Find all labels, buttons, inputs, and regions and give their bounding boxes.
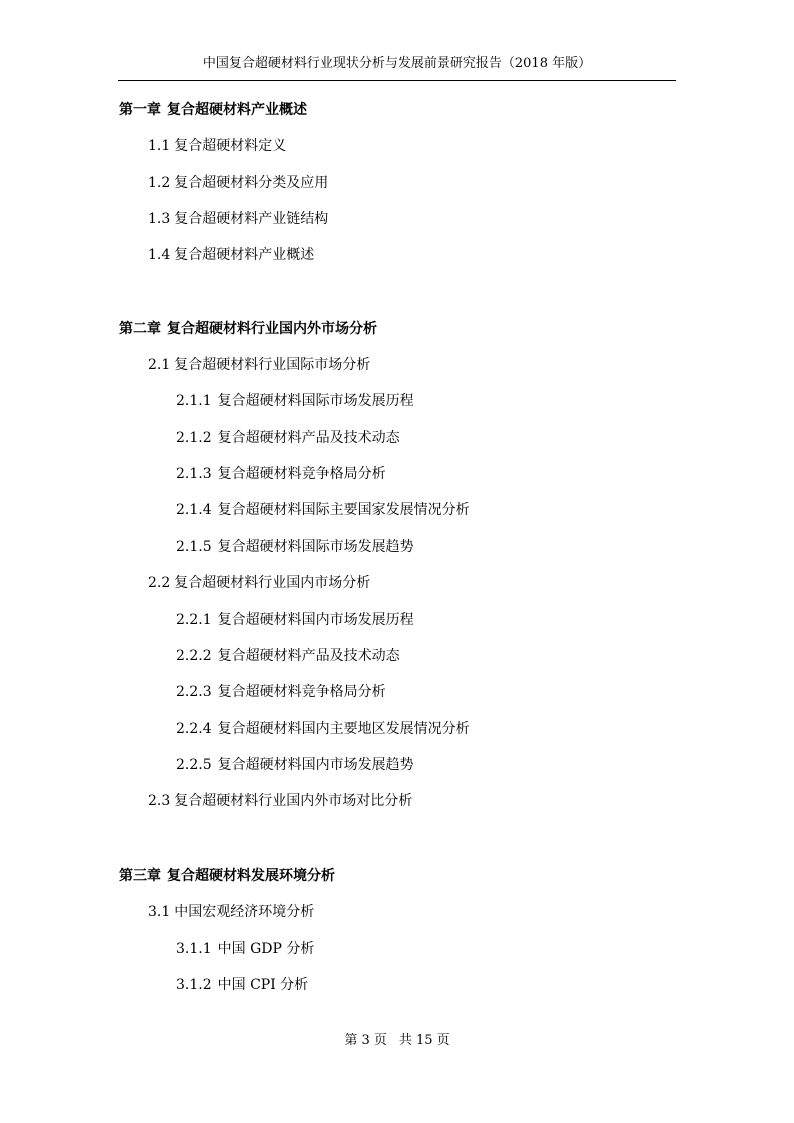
toc-number: 2.2.3 bbox=[176, 684, 212, 700]
toc-number: 2.2.5 bbox=[176, 757, 212, 773]
toc-title: 复合超硬材料国际市场发展历程 bbox=[217, 393, 414, 409]
toc-title: 复合超硬材料发展环境分析 bbox=[167, 868, 335, 884]
running-header-title: 中国复合超硬材料行业现状分析与发展前景研究报告（2018 年版） bbox=[202, 56, 592, 71]
toc-title: 复合超硬材料竞争格局分析 bbox=[217, 684, 386, 700]
toc-title: 复合超硬材料竞争格局分析 bbox=[217, 466, 386, 482]
toc-title: 复合超硬材料国际市场发展趋势 bbox=[217, 539, 414, 555]
toc-number: 2.1.2 bbox=[176, 430, 212, 446]
toc-title: 中国 CPI 分析 bbox=[217, 977, 309, 993]
toc-chapter-1 bbox=[119, 101, 307, 119]
toc-subsection-2-1-3 bbox=[176, 465, 386, 483]
toc-number: 1.1 bbox=[148, 138, 171, 154]
toc-number: 第一章 bbox=[119, 102, 161, 118]
toc-title: 复合超硬材料定义 bbox=[174, 138, 287, 154]
toc-title: 复合超硬材料行业国内外市场对比分析 bbox=[174, 793, 413, 809]
toc-title: 复合超硬材料分类及应用 bbox=[174, 175, 329, 191]
toc-section-3-1 bbox=[148, 903, 314, 921]
toc-number: 2.2 bbox=[148, 575, 171, 591]
toc-subsection-2-2-2 bbox=[176, 647, 400, 665]
toc-title: 复合超硬材料国际主要国家发展情况分析 bbox=[217, 502, 470, 518]
toc-section-2-2 bbox=[148, 574, 370, 592]
toc-section-1-4 bbox=[148, 246, 314, 264]
toc-number: 3.1.1 bbox=[176, 941, 212, 957]
toc-title: 中国宏观经济环境分析 bbox=[174, 904, 315, 920]
toc-title: 复合超硬材料国内主要地区发展情况分析 bbox=[217, 721, 470, 737]
toc-subsection-2-1-2 bbox=[176, 429, 400, 447]
toc-title: 复合超硬材料行业国内外市场分析 bbox=[167, 321, 377, 337]
toc-number: 1.4 bbox=[148, 247, 171, 263]
toc-section-1-3 bbox=[148, 210, 328, 228]
toc-title: 中国 GDP 分析 bbox=[217, 941, 315, 957]
toc-section-2-1 bbox=[148, 356, 370, 374]
toc-number: 3.1.2 bbox=[176, 977, 212, 993]
toc-section-1-1 bbox=[148, 137, 286, 155]
page-total: 共 15 页 bbox=[398, 1033, 450, 1048]
toc-number: 2.1 bbox=[148, 357, 171, 373]
toc-number: 第二章 bbox=[119, 321, 161, 337]
toc-number: 2.2.2 bbox=[176, 648, 212, 664]
toc-title: 复合超硬材料行业国际市场分析 bbox=[174, 357, 371, 373]
toc-subsection-2-2-5 bbox=[176, 756, 414, 774]
toc-section-1-2 bbox=[148, 174, 328, 192]
toc-subsection-3-1-2 bbox=[176, 976, 308, 994]
toc-title: 复合超硬材料国内市场发展历程 bbox=[217, 612, 414, 628]
toc-number: 2.3 bbox=[148, 793, 171, 809]
toc-title: 复合超硬材料产业链结构 bbox=[174, 211, 329, 227]
toc-number: 2.1.5 bbox=[176, 539, 212, 555]
toc-chapter-2 bbox=[119, 320, 377, 338]
toc-title: 复合超硬材料行业国内市场分析 bbox=[174, 575, 371, 591]
toc-title: 复合超硬材料产业概述 bbox=[174, 247, 315, 263]
toc-number: 2.1.1 bbox=[176, 393, 212, 409]
toc-subsection-2-1-4 bbox=[176, 501, 470, 519]
toc-title: 复合超硬材料产品及技术动态 bbox=[217, 430, 400, 446]
toc-number: 1.3 bbox=[148, 211, 171, 227]
toc-number: 3.1 bbox=[148, 904, 171, 920]
page-footer bbox=[0, 1033, 794, 1049]
page-number: 第 3 页 bbox=[344, 1033, 387, 1048]
toc-number: 2.1.4 bbox=[176, 502, 212, 518]
toc-title: 复合超硬材料产品及技术动态 bbox=[217, 648, 400, 664]
toc-number: 2.2.1 bbox=[176, 612, 212, 628]
toc-subsection-3-1-1 bbox=[176, 940, 314, 958]
header-divider bbox=[118, 80, 676, 81]
toc-subsection-2-1-5 bbox=[176, 538, 414, 556]
toc-number: 1.2 bbox=[148, 175, 171, 191]
toc-number: 2.2.4 bbox=[176, 721, 212, 737]
toc-title: 复合超硬材料产业概述 bbox=[167, 102, 307, 118]
toc-subsection-2-1-1 bbox=[176, 392, 414, 410]
toc-number: 2.1.3 bbox=[176, 466, 212, 482]
toc-subsection-2-2-3 bbox=[176, 683, 386, 701]
toc-section-2-3 bbox=[148, 792, 412, 810]
toc-subsection-2-2-1 bbox=[176, 611, 414, 629]
toc-subsection-2-2-4 bbox=[176, 720, 470, 738]
toc-number: 第三章 bbox=[119, 868, 161, 884]
toc-chapter-3 bbox=[119, 867, 335, 885]
toc-title: 复合超硬材料国内市场发展趋势 bbox=[217, 757, 414, 773]
